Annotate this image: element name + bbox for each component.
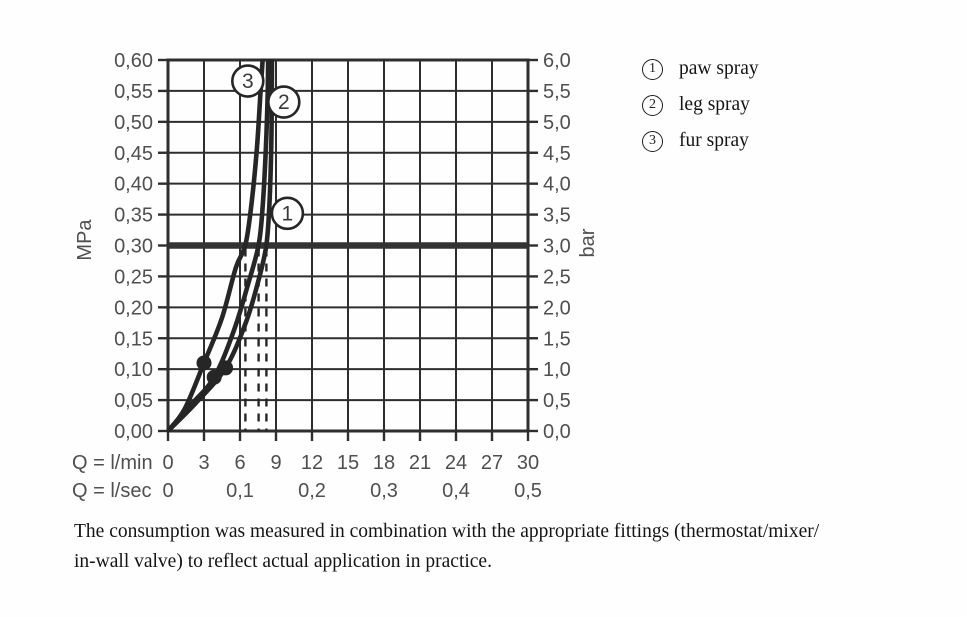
curve-number-text: 2 [277,91,290,115]
bar-tick-label: 4,5 [543,142,571,165]
mpa-tick-label: 0,45 [114,142,153,165]
lsec-tick-label: 0,1 [226,480,254,502]
bar-tick-label: 6,0 [543,50,571,72]
legend-item [642,58,759,80]
mpa-tick-label: 0,35 [114,204,153,227]
lmin-tick-label: 0 [162,452,174,474]
spray-legend [642,58,759,166]
measurement-footnote [74,517,922,577]
lsec-tick-label: 0,3 [370,480,398,502]
mpa-tick-label: 0,20 [114,297,153,320]
mpa-tick-label: 0,40 [114,173,153,196]
lsec-tick-label: 0,4 [442,480,470,502]
lsec-tick-label: 0 [162,480,174,502]
lmin-tick-label: 12 [300,452,324,474]
mpa-tick-label: 0,60 [114,50,153,72]
mpa-axis-label: MPa [74,219,96,261]
mpa-tick-label: 0,05 [114,390,153,413]
bar-tick-label: 0,5 [543,390,571,413]
bar-axis-label: bar [577,228,599,258]
lmin-tick-label: 15 [336,452,360,474]
legend-number-badge: 2 [642,95,663,116]
lsec-tick-label: 0,2 [298,480,326,502]
bar-tick-label: 3,0 [543,235,571,258]
legend-item-label: leg spray [679,94,750,115]
bar-tick-label: 2,0 [543,297,571,320]
bar-tick-label: 5,5 [543,80,571,103]
bar-tick-label: 4,0 [543,173,571,196]
lmin-tick-label: 18 [372,452,396,474]
legend-item-label: fur spray [679,130,749,151]
lmin-tick-label: 3 [198,452,210,474]
mpa-tick-label: 0,10 [114,359,153,382]
bar-tick-label: 2,5 [543,266,571,289]
lmin-tick-label: 9 [270,452,282,474]
curve-marker-dot [207,370,222,385]
mpa-tick-label: 0,30 [114,235,153,258]
lmin-axis-label: Q = l/min [72,452,153,474]
lsec-tick-label: 0,5 [514,480,542,502]
curve-number-text: 3 [241,70,254,94]
lmin-tick-label: 27 [480,452,504,474]
footnote-line: The consumption was measured in combination with the appropriate fittings (thermostat/mixer/ [74,521,820,542]
mpa-tick-label: 0,00 [114,421,153,443]
legend-number-badge: 1 [642,59,663,80]
lmin-tick-label: 30 [516,452,540,474]
bar-tick-label: 3,5 [543,204,571,227]
curve-number-text: 1 [281,202,294,226]
mpa-tick-label: 0,25 [114,266,153,289]
legend-item [642,130,759,152]
lsec-axis-label: Q = l/sec [72,480,152,502]
bar-tick-label: 0,0 [543,421,571,443]
bar-tick-label: 1,0 [543,359,571,382]
legend-number-badge: 3 [642,131,663,152]
lmin-tick-label: 21 [408,452,432,474]
legend-item [642,94,759,116]
mpa-tick-label: 0,15 [114,328,153,351]
legend-item-label: paw spray [679,58,759,79]
lmin-tick-label: 6 [234,452,246,474]
curve-marker-dot [197,355,212,370]
footnote-line: in-wall valve) to reflect actual application in practice. [74,551,492,572]
lmin-tick-label: 24 [444,452,468,474]
bar-tick-label: 1,5 [543,328,571,351]
mpa-tick-label: 0,50 [114,111,153,134]
bar-tick-label: 5,0 [543,111,571,134]
mpa-tick-label: 0,55 [114,80,153,103]
